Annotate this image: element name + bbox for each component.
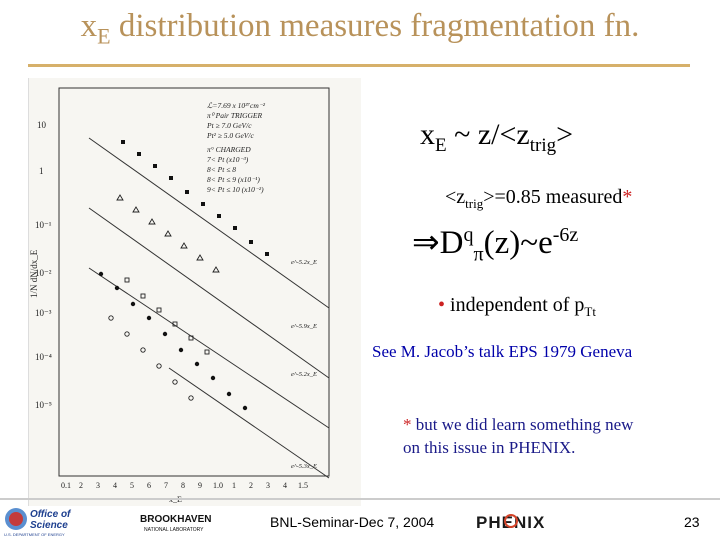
data-point bbox=[227, 392, 231, 396]
y-tick-label: 10⁻³ bbox=[35, 308, 52, 318]
data-point bbox=[249, 240, 253, 244]
x-tick-label: 3 bbox=[96, 481, 100, 490]
legend-line: 9< Pt ≤ 10 (x10⁻²) bbox=[207, 185, 264, 194]
brookhaven-logo bbox=[138, 510, 230, 534]
footer-divider bbox=[0, 498, 720, 500]
x-tick-label: 4 bbox=[283, 481, 287, 490]
x-tick-label: 5 bbox=[130, 481, 134, 490]
data-point bbox=[181, 243, 187, 248]
data-point bbox=[211, 376, 215, 380]
data-point bbox=[149, 219, 155, 224]
data-point bbox=[243, 406, 247, 410]
x-tick-label: 3 bbox=[266, 481, 270, 490]
data-point bbox=[169, 176, 173, 180]
data-point bbox=[213, 267, 219, 272]
data-point bbox=[153, 164, 157, 168]
y-tick-label: 10⁻⁴ bbox=[35, 352, 52, 362]
data-point bbox=[137, 152, 141, 156]
page-number: 23 bbox=[684, 514, 700, 530]
footnote: * but we did learn something new on this issue in PHENIX. bbox=[403, 415, 634, 457]
svg-text:BROOKHAVEN: BROOKHAVEN bbox=[140, 514, 212, 525]
x-tick-label: 6 bbox=[147, 481, 151, 490]
data-point bbox=[109, 316, 113, 320]
legend-line: 8< Pt ≤ 8 bbox=[207, 165, 236, 174]
scanned-plot bbox=[29, 78, 361, 506]
x-tick-label: 8 bbox=[181, 481, 185, 490]
data-point bbox=[173, 380, 177, 384]
data-point bbox=[233, 226, 237, 230]
x-tick-label: 4 bbox=[113, 481, 117, 490]
legend-line: 8< Pt ≤ 9 (x10⁻¹) bbox=[207, 175, 260, 184]
svg-text:U.S. DEPARTMENT OF ENERGY: U.S. DEPARTMENT OF ENERGY bbox=[4, 532, 65, 537]
x-tick-label: 0.1 bbox=[61, 481, 71, 490]
data-point bbox=[141, 294, 145, 298]
footer-event: BNL-Seminar-Dec 7, 2004 bbox=[270, 514, 435, 530]
legend-line: 7< Pt (x10⁻³) bbox=[207, 155, 249, 164]
fit-label: e^-5.9x_E bbox=[291, 323, 318, 330]
x-tick-label: 1 bbox=[232, 481, 236, 490]
data-point bbox=[195, 362, 199, 366]
legend-line: π⁰ Pair TRIGGER bbox=[207, 111, 263, 120]
legend-line: Pt ≥ 7.0 GeV/c bbox=[207, 121, 252, 130]
reference-note: See M. Jacob’s talk EPS 1979 Geneva bbox=[372, 342, 633, 361]
svg-text:Office of: Office of bbox=[30, 509, 71, 520]
x-tick-label: 2 bbox=[249, 481, 253, 490]
fit-label: e^-5.2x_E bbox=[291, 259, 318, 266]
ztrig-measurement: $<z_{trig}>=0.85$ measured* bbox=[445, 186, 633, 211]
fragmentation-formula: $\Rightarrow D^q_\pi(z)\sim e^{-6z}$ bbox=[412, 224, 579, 266]
y-tick-label: 1 bbox=[39, 166, 44, 176]
data-point bbox=[125, 332, 129, 336]
y-tick-label: 10⁻¹ bbox=[35, 220, 52, 230]
data-point bbox=[131, 302, 135, 306]
data-point bbox=[189, 396, 193, 400]
data-point bbox=[125, 278, 129, 282]
legend-line: ℒ=7.69 x 10³⁷cm⁻² bbox=[207, 101, 265, 110]
x-tick-label: 2 bbox=[79, 481, 83, 490]
data-point bbox=[185, 190, 189, 194]
data-point bbox=[165, 231, 171, 236]
data-point bbox=[179, 348, 183, 352]
data-point bbox=[133, 207, 139, 212]
data-point bbox=[265, 252, 269, 256]
legend-line: Pt² ≥ 5.0 GeV/c bbox=[207, 131, 254, 140]
y-tick-label: 10⁻² bbox=[35, 268, 52, 278]
slide-title: $x_E$ distribution measures fragmentation fn. bbox=[80, 8, 640, 49]
x-tick-label: 9 bbox=[198, 481, 202, 490]
data-point bbox=[217, 214, 221, 218]
data-point bbox=[115, 286, 119, 290]
data-point bbox=[147, 316, 151, 320]
office-of-science-logo bbox=[2, 505, 98, 537]
data-point bbox=[205, 350, 209, 354]
fit-label: e^-5.2x_E bbox=[291, 371, 318, 378]
data-point bbox=[121, 140, 125, 144]
svg-text:NATIONAL LABORATORY: NATIONAL LABORATORY bbox=[144, 527, 204, 533]
y-tick-label: 10⁻⁵ bbox=[35, 400, 52, 410]
x-tick-label: 7 bbox=[164, 481, 168, 490]
x-tick-label: 1.5 bbox=[298, 481, 308, 490]
svg-text:PHENIX: PHENIX bbox=[476, 513, 546, 532]
data-point bbox=[117, 195, 123, 200]
svg-text:Science: Science bbox=[30, 520, 68, 531]
data-point bbox=[197, 255, 203, 260]
independence-bullet: • independent of $p_{Tt}$ bbox=[438, 294, 596, 319]
data-point bbox=[163, 332, 167, 336]
data-point bbox=[201, 202, 205, 206]
title-divider bbox=[28, 64, 690, 67]
fit-line bbox=[89, 268, 329, 428]
legend-line: π° CHARGED bbox=[207, 145, 251, 154]
xe-formula: $x_E$ ~ $z/<z_{trig}>$ bbox=[420, 118, 574, 156]
scanned-figure bbox=[28, 78, 361, 506]
y-tick-label: 10 bbox=[37, 120, 46, 130]
data-point bbox=[157, 308, 161, 312]
y-axis-label: 1/N dN/dx_E bbox=[29, 249, 39, 298]
data-point bbox=[141, 348, 145, 352]
data-point bbox=[99, 272, 103, 276]
phenix-logo bbox=[474, 508, 564, 534]
x-tick-label: 1.0 bbox=[213, 481, 223, 490]
fit-line bbox=[169, 368, 329, 478]
data-point bbox=[157, 364, 161, 368]
fit-label: e^-5.3x_E bbox=[291, 463, 318, 470]
